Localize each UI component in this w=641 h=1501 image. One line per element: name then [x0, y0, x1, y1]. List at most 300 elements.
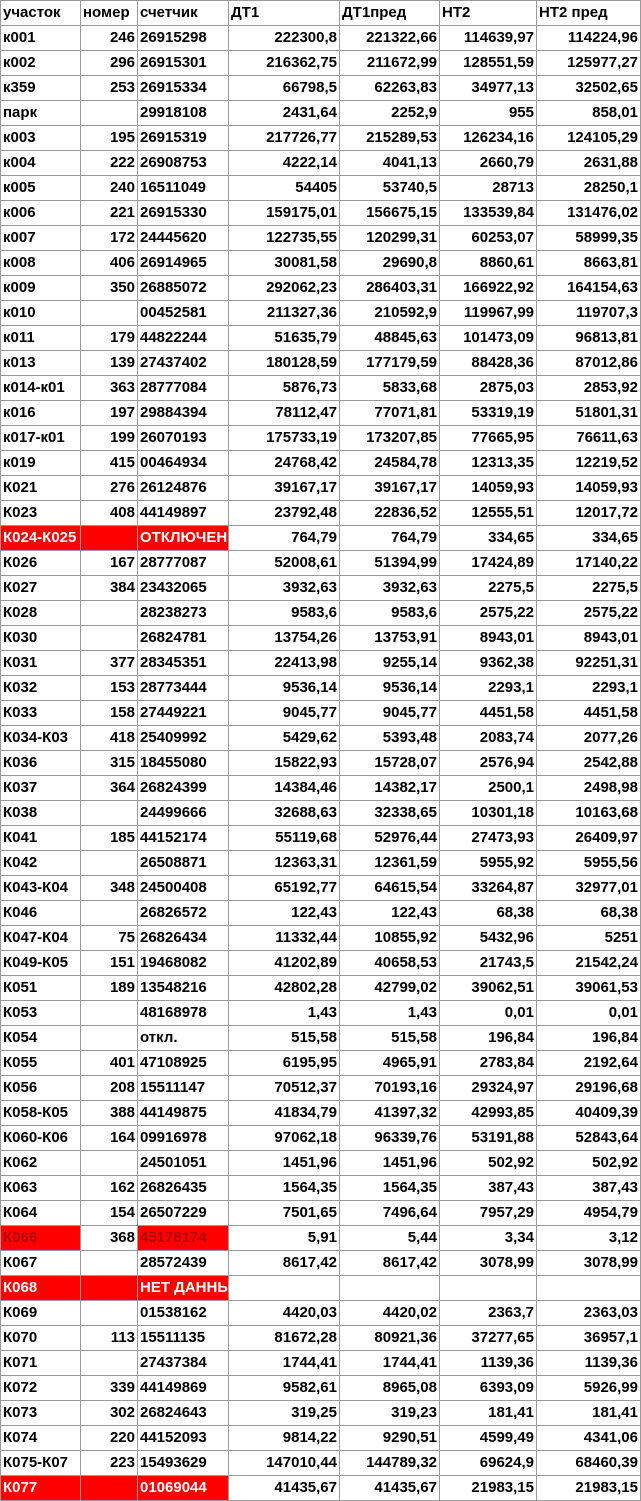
cell-dt1[interactable]: 32688,63	[229, 801, 340, 826]
cell-dt1pred[interactable]: 7496,64	[340, 1201, 440, 1226]
cell-dt1[interactable]: 122735,55	[229, 226, 340, 251]
cell-dt1[interactable]: 6195,95	[229, 1051, 340, 1076]
cell-dt1[interactable]	[229, 1276, 340, 1301]
cell-nt2[interactable]: 5955,92	[440, 851, 537, 876]
cell-schetchik[interactable]: 44149897	[138, 501, 229, 526]
cell-uchastok[interactable]: К041	[1, 826, 81, 851]
cell-nomer[interactable]: 368	[81, 1226, 138, 1251]
cell-nomer[interactable]	[81, 626, 138, 651]
cell-uchastok[interactable]: К051	[1, 976, 81, 1001]
cell-nt2pred[interactable]: 32502,65	[537, 76, 641, 101]
cell-dt1pred[interactable]	[340, 1276, 440, 1301]
cell-uchastok[interactable]: к003	[1, 126, 81, 151]
cell-nomer[interactable]: 172	[81, 226, 138, 251]
cell-nt2pred[interactable]: 125977,27	[537, 51, 641, 76]
cell-nt2[interactable]: 166922,92	[440, 276, 537, 301]
cell-nt2pred[interactable]: 21983,15	[537, 1476, 641, 1501]
cell-uchastok[interactable]: К042	[1, 851, 81, 876]
cell-dt1[interactable]: 5429,62	[229, 726, 340, 751]
cell-uchastok[interactable]: к009	[1, 276, 81, 301]
cell-uchastok[interactable]: К055	[1, 1051, 81, 1076]
cell-nt2pred[interactable]: 68,38	[537, 901, 641, 926]
cell-schetchik[interactable]: 44822244	[138, 326, 229, 351]
cell-nt2[interactable]: 17424,89	[440, 551, 537, 576]
cell-schetchik[interactable]: 26824643	[138, 1401, 229, 1426]
cell-schetchik[interactable]: 47108925	[138, 1051, 229, 1076]
cell-nomer[interactable]: 164	[81, 1126, 138, 1151]
cell-uchastok[interactable]: К070	[1, 1326, 81, 1351]
cell-nomer[interactable]	[81, 1351, 138, 1376]
cell-nt2[interactable]: 12313,35	[440, 451, 537, 476]
cell-uchastok[interactable]: К047-К04	[1, 926, 81, 951]
cell-nt2[interactable]: 12555,51	[440, 501, 537, 526]
cell-nt2pred[interactable]: 2363,03	[537, 1301, 641, 1326]
cell-dt1[interactable]: 81672,28	[229, 1326, 340, 1351]
cell-dt1pred[interactable]: 15728,07	[340, 751, 440, 776]
cell-dt1pred[interactable]: 4041,13	[340, 151, 440, 176]
cell-nt2[interactable]: 2783,84	[440, 1051, 537, 1076]
cell-nt2pred[interactable]: 87012,86	[537, 351, 641, 376]
cell-uchastok[interactable]: К024-К025	[1, 526, 81, 551]
cell-dt1[interactable]: 9814,22	[229, 1426, 340, 1451]
cell-uchastok[interactable]: К049-К05	[1, 951, 81, 976]
cell-dt1pred[interactable]: 215289,53	[340, 126, 440, 151]
cell-nt2[interactable]: 29324,97	[440, 1076, 537, 1101]
cell-nt2[interactable]: 8860,61	[440, 251, 537, 276]
cell-uchastok[interactable]: К060-К06	[1, 1126, 81, 1151]
cell-dt1[interactable]: 22413,98	[229, 651, 340, 676]
cell-nt2[interactable]: 119967,99	[440, 301, 537, 326]
cell-nt2pred[interactable]: 2498,98	[537, 776, 641, 801]
cell-nt2pred[interactable]: 0,01	[537, 1001, 641, 1026]
cell-dt1pred[interactable]: 12361,59	[340, 851, 440, 876]
cell-schetchik[interactable]: 24445620	[138, 226, 229, 251]
cell-nt2pred[interactable]: 2293,1	[537, 676, 641, 701]
cell-schetchik[interactable]: 28773444	[138, 676, 229, 701]
cell-dt1pred[interactable]: 122,43	[340, 901, 440, 926]
cell-nt2[interactable]: 77665,95	[440, 426, 537, 451]
cell-nt2[interactable]: 502,92	[440, 1151, 537, 1176]
cell-schetchik[interactable]: 00464934	[138, 451, 229, 476]
cell-uchastok[interactable]: К021	[1, 476, 81, 501]
cell-uchastok[interactable]: к017-к01	[1, 426, 81, 451]
cell-schetchik[interactable]: 26507229	[138, 1201, 229, 1226]
cell-nomer[interactable]: 151	[81, 951, 138, 976]
cell-nt2[interactable]: 2363,7	[440, 1301, 537, 1326]
cell-dt1pred[interactable]: 41435,67	[340, 1476, 440, 1501]
cell-uchastok[interactable]: к359	[1, 76, 81, 101]
cell-nt2pred[interactable]: 119707,3	[537, 301, 641, 326]
cell-nt2[interactable]: 1139,36	[440, 1351, 537, 1376]
cell-uchastok[interactable]: к010	[1, 301, 81, 326]
cell-dt1[interactable]: 12363,31	[229, 851, 340, 876]
cell-nt2pred[interactable]: 76611,63	[537, 426, 641, 451]
cell-nt2pred[interactable]: 4451,58	[537, 701, 641, 726]
cell-nt2pred[interactable]: 2077,26	[537, 726, 641, 751]
cell-nt2[interactable]: 196,84	[440, 1026, 537, 1051]
cell-nomer[interactable]: 240	[81, 176, 138, 201]
cell-uchastok[interactable]: К075-К07	[1, 1451, 81, 1476]
cell-nt2pred[interactable]: 39061,53	[537, 976, 641, 1001]
cell-nt2[interactable]: 387,43	[440, 1176, 537, 1201]
cell-nt2pred[interactable]: 3,12	[537, 1226, 641, 1251]
cell-nomer[interactable]: 167	[81, 551, 138, 576]
cell-nt2pred[interactable]: 51801,31	[537, 401, 641, 426]
cell-schetchik[interactable]: 29884394	[138, 401, 229, 426]
cell-dt1pred[interactable]: 53740,5	[340, 176, 440, 201]
cell-dt1pred[interactable]: 144789,32	[340, 1451, 440, 1476]
cell-uchastok[interactable]: к002	[1, 51, 81, 76]
cell-dt1pred[interactable]: 2252,9	[340, 101, 440, 126]
cell-schetchik[interactable]: 26915334	[138, 76, 229, 101]
cell-schetchik[interactable]: 29918108	[138, 101, 229, 126]
cell-nomer[interactable]: 220	[81, 1426, 138, 1451]
cell-nt2pred[interactable]: 96813,81	[537, 326, 641, 351]
cell-uchastok[interactable]: К023	[1, 501, 81, 526]
cell-nt2pred[interactable]: 8663,81	[537, 251, 641, 276]
cell-dt1pred[interactable]: 39167,17	[340, 476, 440, 501]
cell-uchastok[interactable]: К027	[1, 576, 81, 601]
cell-uchastok[interactable]: К028	[1, 601, 81, 626]
cell-nomer[interactable]: 158	[81, 701, 138, 726]
cell-nt2pred[interactable]: 387,43	[537, 1176, 641, 1201]
cell-nomer[interactable]: 350	[81, 276, 138, 301]
cell-schetchik[interactable]: 28345351	[138, 651, 229, 676]
cell-dt1pred[interactable]: 120299,31	[340, 226, 440, 251]
cell-nt2pred[interactable]: 2575,22	[537, 601, 641, 626]
cell-schetchik[interactable]: 26826572	[138, 901, 229, 926]
cell-dt1pred[interactable]: 48845,63	[340, 326, 440, 351]
cell-nomer[interactable]: 253	[81, 76, 138, 101]
cell-uchastok[interactable]: к014-к01	[1, 376, 81, 401]
cell-schetchik[interactable]: 18455080	[138, 751, 229, 776]
column-header-dt1[interactable]: ДТ1	[229, 1, 340, 26]
cell-nt2[interactable]: 69624,9	[440, 1451, 537, 1476]
cell-dt1pred[interactable]: 70193,16	[340, 1076, 440, 1101]
cell-nomer[interactable]: 276	[81, 476, 138, 501]
cell-uchastok[interactable]: к013	[1, 351, 81, 376]
cell-nt2pred[interactable]: 334,65	[537, 526, 641, 551]
cell-uchastok[interactable]: К062	[1, 1151, 81, 1176]
cell-uchastok[interactable]: к006	[1, 201, 81, 226]
cell-nomer[interactable]	[81, 526, 138, 551]
cell-schetchik[interactable]: 27437384	[138, 1351, 229, 1376]
cell-nomer[interactable]: 246	[81, 26, 138, 51]
cell-nt2pred[interactable]: 1139,36	[537, 1351, 641, 1376]
cell-nt2[interactable]: 21983,15	[440, 1476, 537, 1501]
cell-nt2[interactable]: 4451,58	[440, 701, 537, 726]
cell-dt1pred[interactable]: 319,23	[340, 1401, 440, 1426]
cell-dt1pred[interactable]: 221322,66	[340, 26, 440, 51]
cell-dt1[interactable]: 41435,67	[229, 1476, 340, 1501]
cell-nt2[interactable]: 4599,49	[440, 1426, 537, 1451]
cell-dt1pred[interactable]: 22836,52	[340, 501, 440, 526]
cell-schetchik[interactable]: 28777087	[138, 551, 229, 576]
cell-schetchik[interactable]: 24499666	[138, 801, 229, 826]
cell-uchastok[interactable]: К072	[1, 1376, 81, 1401]
column-header-dt1pred[interactable]: ДТ1пред	[340, 1, 440, 26]
cell-dt1pred[interactable]: 32338,65	[340, 801, 440, 826]
cell-nomer[interactable]: 384	[81, 576, 138, 601]
cell-schetchik[interactable]: 16511049	[138, 176, 229, 201]
cell-nt2[interactable]: 9362,38	[440, 651, 537, 676]
cell-nomer[interactable]	[81, 1301, 138, 1326]
cell-nomer[interactable]	[81, 851, 138, 876]
cell-dt1pred[interactable]: 1451,96	[340, 1151, 440, 1176]
cell-schetchik[interactable]: 28238273	[138, 601, 229, 626]
cell-nt2[interactable]: 126234,16	[440, 126, 537, 151]
cell-dt1pred[interactable]: 14382,17	[340, 776, 440, 801]
cell-dt1[interactable]: 1564,35	[229, 1176, 340, 1201]
cell-dt1[interactable]: 1451,96	[229, 1151, 340, 1176]
cell-dt1[interactable]: 78112,47	[229, 401, 340, 426]
cell-dt1[interactable]: 97062,18	[229, 1126, 340, 1151]
cell-nt2pred[interactable]: 26409,97	[537, 826, 641, 851]
cell-uchastok[interactable]: К058-К05	[1, 1101, 81, 1126]
cell-nomer[interactable]: 348	[81, 876, 138, 901]
cell-dt1[interactable]: 65192,77	[229, 876, 340, 901]
cell-uchastok[interactable]: К063	[1, 1176, 81, 1201]
cell-nomer[interactable]	[81, 1276, 138, 1301]
cell-nomer[interactable]: 208	[81, 1076, 138, 1101]
cell-nt2[interactable]: 2875,03	[440, 376, 537, 401]
cell-nomer[interactable]: 221	[81, 201, 138, 226]
cell-schetchik[interactable]: 26885072	[138, 276, 229, 301]
cell-nomer[interactable]: 364	[81, 776, 138, 801]
cell-nt2[interactable]: 10301,18	[440, 801, 537, 826]
cell-nt2pred[interactable]: 92251,31	[537, 651, 641, 676]
cell-dt1[interactable]: 54405	[229, 176, 340, 201]
cell-uchastok[interactable]: К030	[1, 626, 81, 651]
cell-nomer[interactable]: 185	[81, 826, 138, 851]
cell-nt2[interactable]	[440, 1276, 537, 1301]
cell-schetchik[interactable]: 26824399	[138, 776, 229, 801]
cell-nt2[interactable]: 39062,51	[440, 976, 537, 1001]
cell-dt1[interactable]: 216362,75	[229, 51, 340, 76]
cell-schetchik[interactable]: 26908753	[138, 151, 229, 176]
cell-dt1[interactable]: 515,58	[229, 1026, 340, 1051]
cell-dt1[interactable]: 11332,44	[229, 926, 340, 951]
cell-schetchik[interactable]: 26915298	[138, 26, 229, 51]
cell-nt2[interactable]: 6393,09	[440, 1376, 537, 1401]
cell-schetchik[interactable]: 26826434	[138, 926, 229, 951]
cell-nt2pred[interactable]: 858,01	[537, 101, 641, 126]
cell-dt1pred[interactable]: 29690,8	[340, 251, 440, 276]
cell-nt2[interactable]: 114639,97	[440, 26, 537, 51]
cell-nt2pred[interactable]: 4954,79	[537, 1201, 641, 1226]
cell-nt2pred[interactable]: 40409,39	[537, 1101, 641, 1126]
cell-schetchik[interactable]: 15511135	[138, 1326, 229, 1351]
cell-nomer[interactable]: 195	[81, 126, 138, 151]
cell-nt2pred[interactable]: 52843,64	[537, 1126, 641, 1151]
cell-uchastok[interactable]: К037	[1, 776, 81, 801]
cell-dt1pred[interactable]: 9290,51	[340, 1426, 440, 1451]
cell-nomer[interactable]: 339	[81, 1376, 138, 1401]
cell-dt1[interactable]: 9583,6	[229, 601, 340, 626]
cell-dt1[interactable]: 1,43	[229, 1001, 340, 1026]
cell-uchastok[interactable]: К067	[1, 1251, 81, 1276]
cell-nt2[interactable]: 53319,19	[440, 401, 537, 426]
cell-dt1[interactable]: 159175,01	[229, 201, 340, 226]
cell-uchastok[interactable]: к019	[1, 451, 81, 476]
cell-dt1[interactable]: 41834,79	[229, 1101, 340, 1126]
cell-dt1pred[interactable]: 42799,02	[340, 976, 440, 1001]
column-header-uchastok[interactable]: участок	[1, 1, 81, 26]
column-header-nt2[interactable]: НТ2	[440, 1, 537, 26]
cell-schetchik[interactable]: 15511147	[138, 1076, 229, 1101]
cell-nt2pred[interactable]: 28250,1	[537, 176, 641, 201]
cell-dt1[interactable]: 51635,79	[229, 326, 340, 351]
cell-schetchik[interactable]: 28572439	[138, 1251, 229, 1276]
cell-nomer[interactable]: 162	[81, 1176, 138, 1201]
cell-nomer[interactable]: 154	[81, 1201, 138, 1226]
cell-nt2[interactable]: 2575,22	[440, 601, 537, 626]
cell-dt1[interactable]: 23792,48	[229, 501, 340, 526]
cell-uchastok[interactable]: К046	[1, 901, 81, 926]
cell-dt1[interactable]: 70512,37	[229, 1076, 340, 1101]
cell-uchastok[interactable]: К031	[1, 651, 81, 676]
cell-nomer[interactable]	[81, 1151, 138, 1176]
cell-dt1[interactable]: 30081,58	[229, 251, 340, 276]
cell-nomer[interactable]	[81, 901, 138, 926]
cell-dt1pred[interactable]: 96339,76	[340, 1126, 440, 1151]
cell-nt2[interactable]: 181,41	[440, 1401, 537, 1426]
cell-dt1[interactable]: 217726,77	[229, 126, 340, 151]
cell-nt2[interactable]: 334,65	[440, 526, 537, 551]
cell-nt2[interactable]: 28713	[440, 176, 537, 201]
cell-uchastok[interactable]: к016	[1, 401, 81, 426]
cell-dt1[interactable]: 147010,44	[229, 1451, 340, 1476]
cell-uchastok[interactable]: К032	[1, 676, 81, 701]
cell-uchastok[interactable]: К034-К03	[1, 726, 81, 751]
cell-dt1pred[interactable]: 8965,08	[340, 1376, 440, 1401]
cell-uchastok[interactable]: К064	[1, 1201, 81, 1226]
cell-schetchik[interactable]: 28777084	[138, 376, 229, 401]
cell-dt1pred[interactable]: 286403,31	[340, 276, 440, 301]
cell-uchastok[interactable]: К068	[1, 1276, 81, 1301]
cell-nomer[interactable]: 222	[81, 151, 138, 176]
cell-dt1[interactable]: 292062,23	[229, 276, 340, 301]
cell-dt1pred[interactable]: 1564,35	[340, 1176, 440, 1201]
cell-dt1pred[interactable]: 210592,9	[340, 301, 440, 326]
cell-dt1pred[interactable]: 51394,99	[340, 551, 440, 576]
cell-nt2pred[interactable]: 5955,56	[537, 851, 641, 876]
cell-uchastok[interactable]: к001	[1, 26, 81, 51]
column-header-schetchik[interactable]: счетчик	[138, 1, 229, 26]
cell-nt2[interactable]: 955	[440, 101, 537, 126]
cell-nomer[interactable]	[81, 301, 138, 326]
cell-nomer[interactable]	[81, 1251, 138, 1276]
cell-dt1pred[interactable]: 5,44	[340, 1226, 440, 1251]
cell-dt1pred[interactable]: 5833,68	[340, 376, 440, 401]
cell-nt2[interactable]: 2275,5	[440, 576, 537, 601]
cell-nomer[interactable]: 199	[81, 426, 138, 451]
cell-nomer[interactable]: 363	[81, 376, 138, 401]
cell-dt1[interactable]: 15822,93	[229, 751, 340, 776]
cell-nomer[interactable]	[81, 101, 138, 126]
cell-schetchik[interactable]: 00452581	[138, 301, 229, 326]
cell-nt2pred[interactable]: 124105,29	[537, 126, 641, 151]
cell-dt1[interactable]: 222300,8	[229, 26, 340, 51]
cell-dt1pred[interactable]: 177179,59	[340, 351, 440, 376]
cell-schetchik[interactable]: 24501051	[138, 1151, 229, 1176]
cell-nt2[interactable]: 0,01	[440, 1001, 537, 1026]
cell-dt1pred[interactable]: 1,43	[340, 1001, 440, 1026]
cell-dt1[interactable]: 764,79	[229, 526, 340, 551]
cell-dt1pred[interactable]: 9255,14	[340, 651, 440, 676]
cell-schetchik[interactable]: 01538162	[138, 1301, 229, 1326]
cell-nt2[interactable]: 60253,07	[440, 226, 537, 251]
cell-dt1pred[interactable]: 764,79	[340, 526, 440, 551]
cell-nomer[interactable]: 377	[81, 651, 138, 676]
cell-dt1[interactable]: 180128,59	[229, 351, 340, 376]
cell-nt2pred[interactable]: 10163,68	[537, 801, 641, 826]
cell-nt2[interactable]: 14059,93	[440, 476, 537, 501]
cell-nt2[interactable]: 8943,01	[440, 626, 537, 651]
cell-schetchik[interactable]: 44149875	[138, 1101, 229, 1126]
cell-nt2pred[interactable]: 2192,64	[537, 1051, 641, 1076]
cell-uchastok[interactable]: К043-К04	[1, 876, 81, 901]
cell-nt2[interactable]: 42993,85	[440, 1101, 537, 1126]
cell-uchastok[interactable]: К074	[1, 1426, 81, 1451]
cell-nomer[interactable]: 401	[81, 1051, 138, 1076]
cell-schetchik[interactable]: 27449221	[138, 701, 229, 726]
cell-dt1pred[interactable]: 5393,48	[340, 726, 440, 751]
cell-dt1pred[interactable]: 62263,83	[340, 76, 440, 101]
cell-dt1[interactable]: 319,25	[229, 1401, 340, 1426]
cell-uchastok[interactable]: к005	[1, 176, 81, 201]
cell-dt1pred[interactable]: 40658,53	[340, 951, 440, 976]
cell-uchastok[interactable]: к008	[1, 251, 81, 276]
cell-schetchik[interactable]: 44152093	[138, 1426, 229, 1451]
cell-dt1pred[interactable]: 41397,32	[340, 1101, 440, 1126]
cell-dt1[interactable]: 9045,77	[229, 701, 340, 726]
cell-dt1[interactable]: 1744,41	[229, 1351, 340, 1376]
cell-dt1[interactable]: 41202,89	[229, 951, 340, 976]
cell-dt1pred[interactable]: 52976,44	[340, 826, 440, 851]
cell-dt1[interactable]: 4420,03	[229, 1301, 340, 1326]
cell-nt2[interactable]: 2500,1	[440, 776, 537, 801]
cell-dt1pred[interactable]: 515,58	[340, 1026, 440, 1051]
cell-dt1pred[interactable]: 64615,54	[340, 876, 440, 901]
cell-uchastok[interactable]: К071	[1, 1351, 81, 1376]
cell-dt1pred[interactable]: 3932,63	[340, 576, 440, 601]
cell-schetchik[interactable]: 44152174	[138, 826, 229, 851]
cell-schetchik[interactable]: 26915319	[138, 126, 229, 151]
cell-nt2pred[interactable]: 131476,02	[537, 201, 641, 226]
cell-schetchik[interactable]: 23432065	[138, 576, 229, 601]
cell-nomer[interactable]: 179	[81, 326, 138, 351]
cell-uchastok[interactable]: К026	[1, 551, 81, 576]
cell-nt2[interactable]: 34977,13	[440, 76, 537, 101]
cell-schetchik[interactable]: 24500408	[138, 876, 229, 901]
cell-uchastok[interactable]: К054	[1, 1026, 81, 1051]
cell-nt2[interactable]: 133539,84	[440, 201, 537, 226]
cell-schetchik[interactable]: 01069044	[138, 1476, 229, 1501]
cell-dt1[interactable]: 42802,28	[229, 976, 340, 1001]
cell-dt1[interactable]: 5,91	[229, 1226, 340, 1251]
cell-dt1pred[interactable]: 8617,42	[340, 1251, 440, 1276]
cell-nt2pred[interactable]: 5926,99	[537, 1376, 641, 1401]
cell-uchastok[interactable]: к007	[1, 226, 81, 251]
cell-nt2pred[interactable]: 21542,24	[537, 951, 641, 976]
cell-nomer[interactable]: 408	[81, 501, 138, 526]
cell-schetchik[interactable]: 15493629	[138, 1451, 229, 1476]
cell-nt2pred[interactable]: 17140,22	[537, 551, 641, 576]
cell-uchastok[interactable]: К069	[1, 1301, 81, 1326]
cell-nt2[interactable]: 2083,74	[440, 726, 537, 751]
cell-uchastok[interactable]: К077	[1, 1476, 81, 1501]
